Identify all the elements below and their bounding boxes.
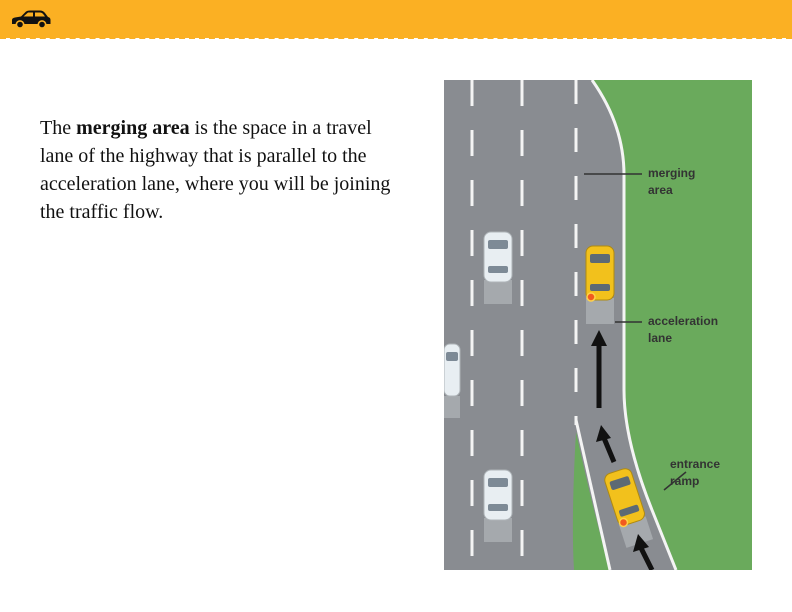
car-icon — [10, 9, 52, 29]
car-white-1 — [484, 232, 512, 304]
label-entrance: entrance — [670, 457, 721, 471]
header-bar — [0, 0, 792, 38]
car-white-3 — [484, 470, 512, 542]
label-acceleration: acceleration — [648, 314, 719, 328]
header-divider — [0, 37, 792, 39]
highway-merge-diagram — [444, 80, 752, 570]
text-definition: is the space in a travel lane of the highway that is parallel to the acceleration lane, where you will be joining the traffic flow. — [40, 117, 391, 223]
label-lane: lane — [648, 331, 673, 345]
car-white-2 — [444, 344, 460, 418]
text-intro: The — [40, 117, 77, 139]
car-yellow-merging — [586, 246, 614, 324]
label-area: area — [648, 183, 673, 197]
label-ramp: ramp — [670, 474, 700, 488]
merging-area-description — [40, 114, 400, 226]
term-merging-area: merging area — [76, 117, 190, 139]
label-merging: merging — [648, 166, 696, 180]
